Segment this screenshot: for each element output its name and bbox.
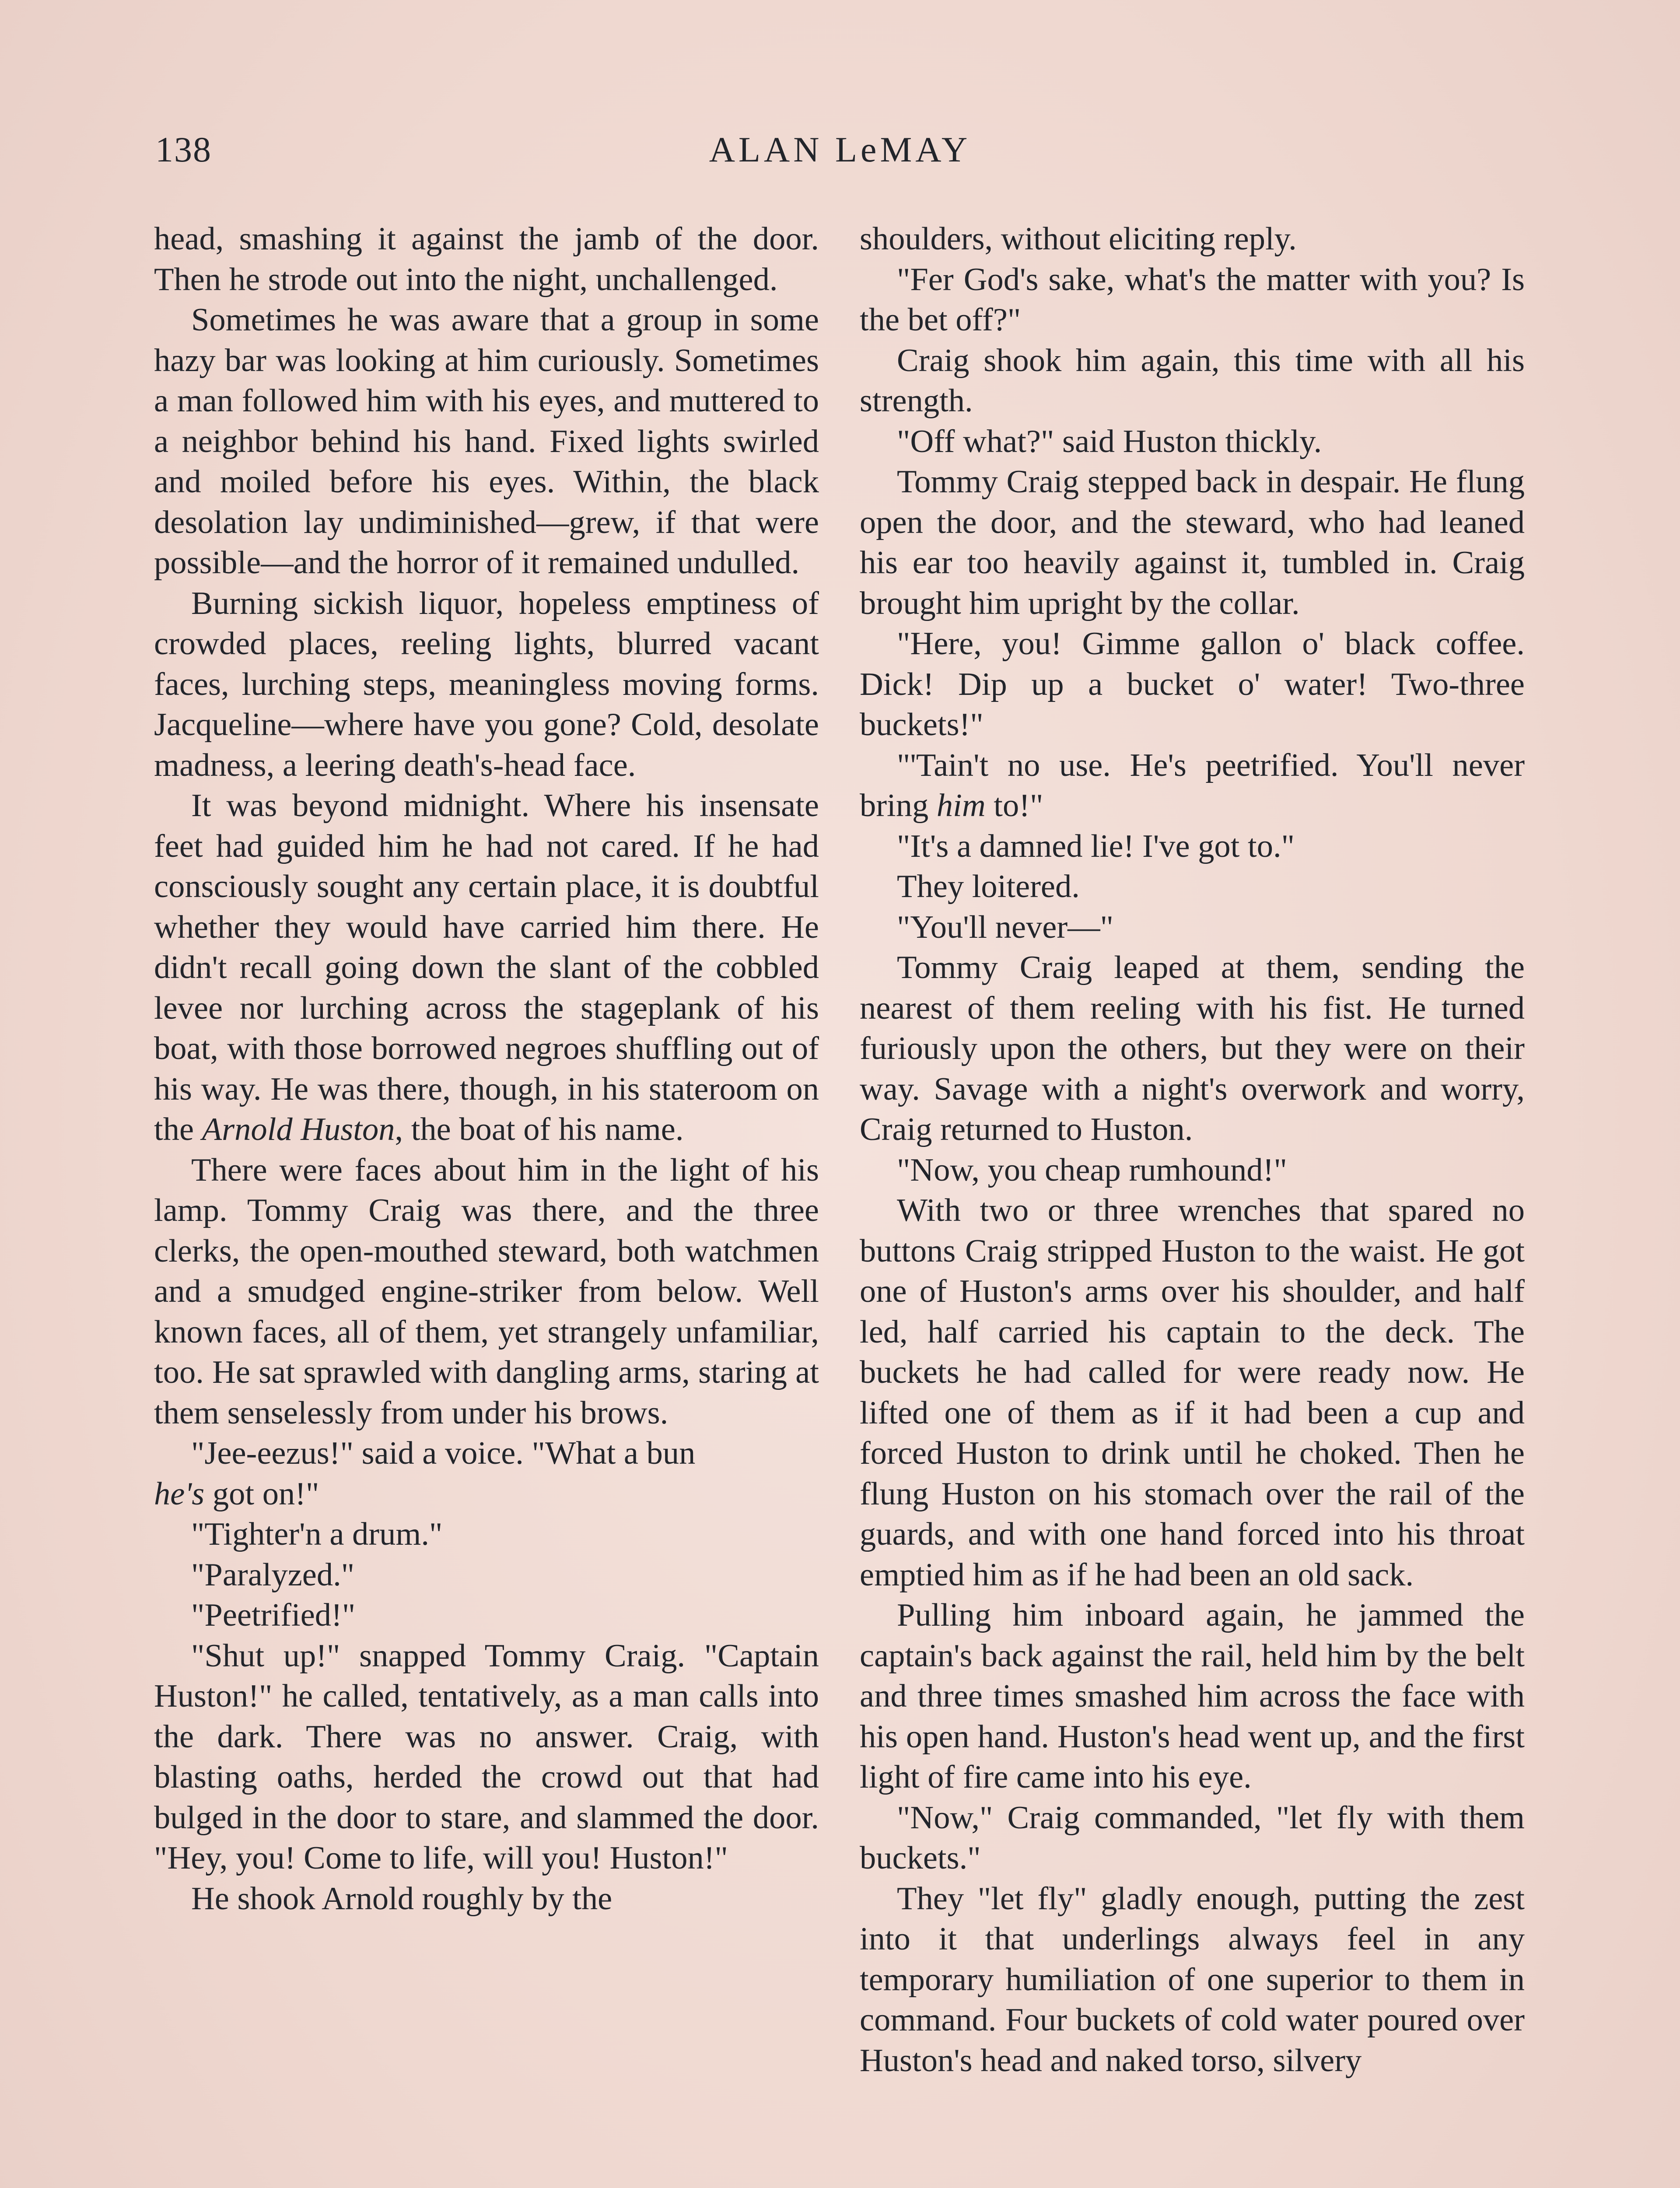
paragraph: There were faces about him in the light of his lamp. Tommy Craig was there, and the three clerks, the open-mouthed steward, both watchmen and a smudged engine-striker from below. Well known faces, all of them, yet strangely unfamiliar, too. He sat sprawled with dangling arms, staring at them senselessly from under his brows. — [154, 1152, 819, 1431]
paragraph: "Peetrified!" — [191, 1597, 356, 1633]
paragraph: "Shut up!" snapped Tommy Craig. "Captain Huston!" he called, tentatively, as a man calls into the dark. There was no answer. Craig, with blasting oaths, herded the crowd out that had bulged in the door to stare, and slammed the door. "Hey, you! Come to life, will you! Huston!" — [154, 1637, 819, 1876]
paragraph: "Now," Craig commanded, "let fly with them buckets." — [860, 1799, 1525, 1876]
paragraph: shoulders, without eliciting reply. — [860, 221, 1297, 257]
text-run: "'Tain't no use. He's peetrified. You'll never bring — [860, 747, 1525, 824]
page-header — [155, 129, 1525, 177]
italic-word: he's — [154, 1476, 205, 1512]
page-number: 138 — [155, 130, 212, 169]
text-run: to!" — [994, 788, 1043, 824]
paragraph: With two or three wrenches that spared no buttons Craig stripped Huston to the waist. He got one of Huston's arms over his shoulder, and half led, half carried his captain to the deck. The buckets he had called for were ready now. He lifted one of them as if it had been a cup and forced Huston to drink until he choked. Then he flung Huston on his stomach over the rail of the guards, and with one hand forced into his throat emptied him as if he had been an old sack. — [860, 1192, 1525, 1593]
paragraph: "It's a damned lie! I've got to." — [897, 828, 1295, 864]
paragraph — [154, 1433, 819, 1514]
paragraph: He shook Arnold roughly by the — [191, 1880, 612, 1917]
text-run: "Jee-eezus!" said a voice. "What a bun — [191, 1435, 696, 1471]
paragraph: They loitered. — [897, 869, 1080, 905]
paragraph: head, smashing it against the jamb of the door. Then he strode out into the night, unchallenged. — [154, 221, 819, 298]
paragraph: Burning sickish liquor, hopeless emptiness of crowded places, reeling lights, blurred vacant faces, lurching steps, meaningless moving forms. Jacqueline—where have you gone? Cold, desolate madness, a leering death's-head face. — [154, 585, 819, 783]
paragraph: "Here, you! Gimme gallon o' black coffee. Dick! Dip up a bucket o' water! Two-three buckets!" — [860, 626, 1525, 743]
text-run: got on!" — [212, 1476, 319, 1512]
paragraph: "Fer God's sake, what's the matter with you? Is the bet off?" — [860, 261, 1525, 338]
paragraph — [154, 785, 819, 1150]
paragraph: Craig shook him again, this time with all his strength. — [860, 342, 1525, 419]
running-head: ALAN LeMAY — [709, 130, 971, 169]
paragraph: Pulling him inboard again, he jammed the captain's back against the rail, held him by the belt and three times smashed him across the face with his open hand. Huston's head went up, and the first light of fire came into his eye. — [860, 1597, 1525, 1795]
text-run: , the boat of his name. — [395, 1112, 684, 1147]
right-column — [860, 219, 1525, 2081]
italic-word: him — [936, 788, 986, 824]
text-run: It was beyond midnight. Where his insensate feet had guided him he had not cared. If he had consciously sought any certain place, it is doubtful whether they would have carried him there. He didn't recall going down the slant of the cobbled levee nor lurching across the stageplank of his boat, with those borrowed negroes shuffling out of his way. He was there, though, in his stateroom on the — [154, 788, 819, 1147]
paragraph — [860, 745, 1525, 826]
paragraph: "You'll never—" — [897, 909, 1114, 945]
paragraph: Tommy Craig leaped at them, sending the nearest of them reeling with his fist. He turned furiously upon the others, but they were on their way. Savage with a night's overwork and worry, Craig returned to Huston. — [860, 950, 1525, 1147]
paragraph: Tommy Craig stepped back in despair. He flung open the door, and the steward, who had leaned his ear too heavily against it, tumbled in. Craig brought him upright by the collar. — [860, 464, 1525, 621]
italic-boat-name: Arnold Huston — [202, 1112, 395, 1147]
paragraph: "Paralyzed." — [191, 1557, 355, 1593]
paragraph: They "let fly" gladly enough, putting the zest into it that underlings always feel in any temporary humiliation of one superior to them in command. Four buckets of cold water poured over Huston's head and naked torso, silvery — [860, 1880, 1525, 2079]
paragraph: "Tighter'n a drum." — [191, 1516, 443, 1552]
paragraph: "Now, you cheap rumhound!" — [897, 1152, 1287, 1188]
paragraph: "Off what?" said Huston thickly. — [897, 423, 1322, 459]
paragraph: Sometimes he was aware that a group in some hazy bar was looking at him curiously. Sometimes a man followed him with his eyes, and muttered to a neighbor behind his hand. Fixed lights swirled and moiled before his eyes. Within, the black desolation lay undiminished—grew, if that were possible—and the horror of it remained undulled. — [154, 302, 819, 581]
left-column — [154, 219, 819, 1919]
